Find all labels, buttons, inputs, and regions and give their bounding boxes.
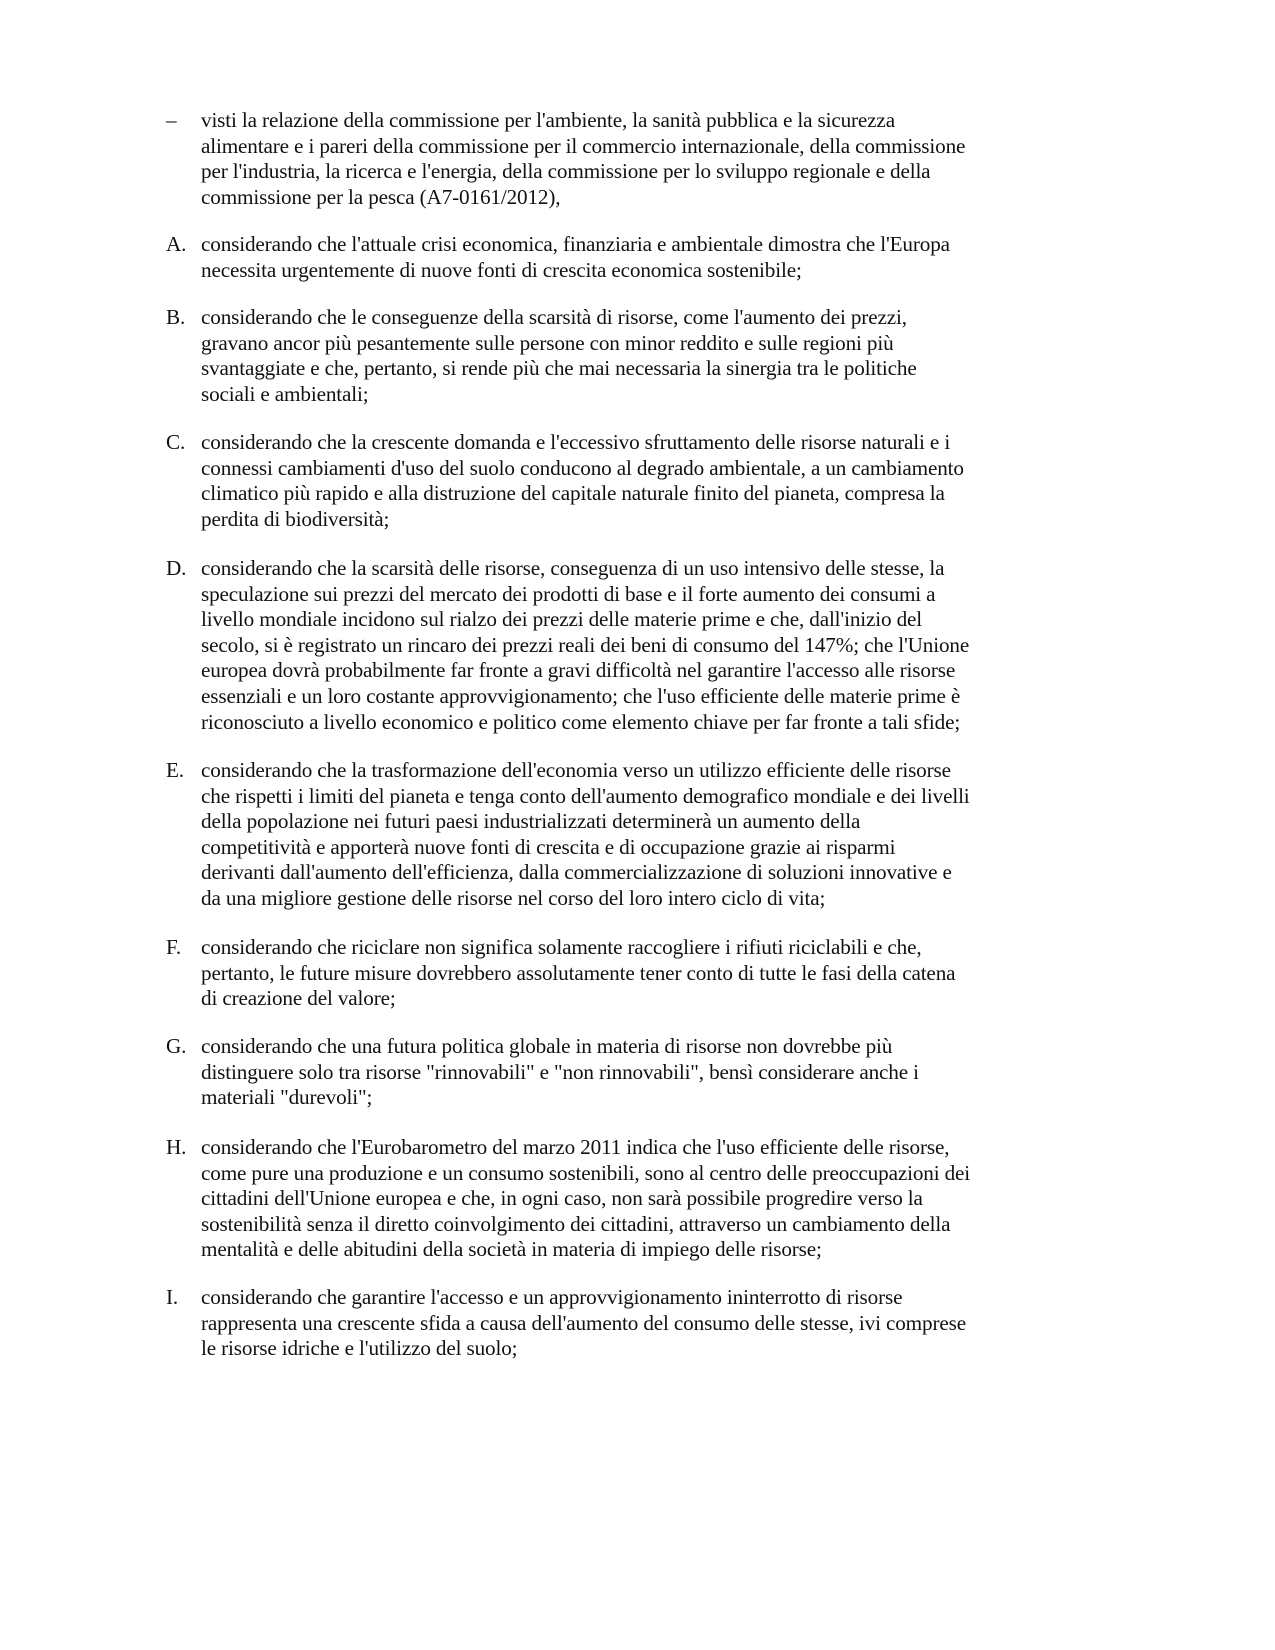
text-line: alimentare e i pareri della commissione per il commercio internazionale, della commissione — [201, 133, 966, 158]
paragraph-text — [201, 232, 1046, 283]
paragraph-f — [166, 935, 1046, 1012]
paragraph-label: – — [166, 108, 177, 132]
text-line: mentalità e delle abitudini della società in materia di impiego delle risorse; — [201, 1237, 822, 1262]
text-line: per l'industria, la ricerca e l'energia, della commissione per lo sviluppo regionale e della — [201, 159, 931, 184]
text-line: climatico più rapido e alla distruzione del capitale naturale finito del pianeta, compresa la — [201, 481, 945, 506]
text-line: da una migliore gestione delle risorse nel corso del loro intero ciclo di vita; — [201, 885, 826, 910]
text-line: considerando che una futura politica globale in materia di risorse non dovrebbe più — [201, 1034, 893, 1058]
text-line: sociali e ambientali; — [201, 381, 369, 406]
paragraph-text — [201, 758, 1046, 912]
paragraph-text — [201, 1034, 1046, 1111]
text-line: considerando che la scarsità delle risorse, conseguenza di un uso intensivo delle stesse, la — [201, 556, 945, 580]
text-line: pertanto, le future misure dovrebbero assolutamente tener conto di tutte le fasi della catena — [201, 960, 956, 985]
paragraph-label: H. — [166, 1135, 187, 1159]
text-line: connessi cambiamenti d'uso del suolo conducono al degrado ambientale, a un cambiamento — [201, 455, 964, 480]
paragraph-label: I. — [166, 1285, 179, 1309]
text-line: derivanti dall'aumento dell'efficienza, dalla commercializzazione di soluzioni innovative e — [201, 860, 952, 885]
paragraph-d — [166, 556, 1046, 735]
text-line: considerando che l'Eurobarometro del marzo 2011 indica che l'uso efficiente delle risorse, — [201, 1135, 950, 1159]
paragraph-label: C. — [166, 430, 186, 454]
text-line: le risorse idriche e l'utilizzo del suolo; — [201, 1336, 518, 1361]
paragraph-visti — [166, 108, 1046, 210]
text-line: cittadini dell'Unione europea e che, in ogni caso, non sarà possibile progredire verso la — [201, 1186, 923, 1211]
paragraph-label: E. — [166, 758, 184, 782]
text-line: perdita di biodiversità; — [201, 506, 390, 531]
paragraph-label: F. — [166, 935, 182, 959]
paragraph-b — [166, 305, 1046, 407]
paragraph-text — [201, 430, 1046, 532]
paragraph-text — [201, 1135, 1046, 1263]
paragraph-text — [201, 556, 1046, 735]
text-line: necessita urgentemente di nuove fonti di crescita economica sostenibile; — [201, 257, 802, 282]
text-line: gravano ancor più pesantemente sulle persone con minor reddito e sulle regioni più — [201, 330, 894, 355]
text-line: della popolazione nei futuri paesi industrializzati determinerà un aumento della — [201, 809, 861, 834]
text-line: europea dovrà probabilmente far fronte a gravi difficoltà nel garantire l'accesso alle risorse — [201, 658, 956, 683]
text-line: distinguere solo tra risorse "rinnovabili" e "non rinnovabili", bensì considerare anche i — [201, 1059, 919, 1084]
text-line: essenziali e un loro costante approvvigionamento; che l'uso efficiente delle materie prime è — [201, 683, 961, 708]
text-line: come pure una produzione e un consumo sostenibili, sono al centro delle preoccupazioni dei — [201, 1160, 971, 1185]
paragraph-text — [201, 108, 1046, 210]
text-line: considerando che garantire l'accesso e un approvvigionamento ininterrotto di risorse — [201, 1285, 903, 1309]
text-line: riconosciuto a livello economico e politico come elemento chiave per far fronte a tali sfide; — [201, 709, 961, 734]
paragraph-text — [201, 305, 1046, 407]
paragraph-label: D. — [166, 556, 187, 580]
text-line: considerando che l'attuale crisi economica, finanziaria e ambientale dimostra che l'Europa — [201, 232, 950, 256]
text-line: considerando che le conseguenze della scarsità di risorse, come l'aumento dei prezzi, — [201, 305, 907, 329]
text-line: secolo, si è registrato un rincaro dei prezzi reali dei beni di consumo del 147%; che l'Unione — [201, 632, 970, 657]
text-line: sostenibilità senza il diretto coinvolgimento dei cittadini, attraverso un cambiamento della — [201, 1211, 951, 1236]
paragraph-i — [166, 1285, 1046, 1362]
paragraph-label: A. — [166, 232, 187, 256]
text-line: di creazione del valore; — [201, 986, 396, 1011]
text-line: competitività e apporterà nuove fonti di crescita e di occupazione grazie ai risparmi — [201, 834, 896, 859]
paragraph-e — [166, 758, 1046, 912]
text-line: visti la relazione della commissione per l'ambiente, la sanità pubblica e la sicurezza — [201, 108, 895, 132]
text-line: commissione per la pesca (A7-0161/2012), — [201, 184, 561, 209]
paragraph-g — [166, 1034, 1046, 1111]
text-line: rappresenta una crescente sfida a causa dell'aumento del consumo delle stesse, ivi comprese — [201, 1310, 966, 1335]
paragraph-text — [201, 1285, 1046, 1362]
paragraph-h — [166, 1135, 1046, 1263]
text-line: speculazione sui prezzi del mercato dei prodotti di base e il forte aumento dei consumi a — [201, 581, 936, 606]
paragraph-label: B. — [166, 305, 186, 329]
paragraph-a — [166, 232, 1046, 283]
text-line: che rispetti i limiti del pianeta e tenga conto dell'aumento demografico mondiale e dei livelli — [201, 783, 970, 808]
paragraph-text — [201, 935, 1046, 1012]
text-line: considerando che la crescente domanda e l'eccessivo sfruttamento delle risorse naturali e i — [201, 430, 951, 454]
text-line: materiali "durevoli"; — [201, 1085, 373, 1110]
paragraph-c — [166, 430, 1046, 532]
text-line: livello mondiale incidono sul rialzo dei prezzi delle materie prime e che, dall'inizio del — [201, 607, 923, 632]
text-line: considerando che la trasformazione dell'economia verso un utilizzo efficiente delle risorse — [201, 758, 951, 782]
paragraph-label: G. — [166, 1034, 187, 1058]
text-line: considerando che riciclare non significa solamente raccogliere i rifiuti riciclabili e che, — [201, 935, 922, 959]
text-line: svantaggiate e che, pertanto, si rende più che mai necessaria la sinergia tra le politiche — [201, 356, 917, 381]
